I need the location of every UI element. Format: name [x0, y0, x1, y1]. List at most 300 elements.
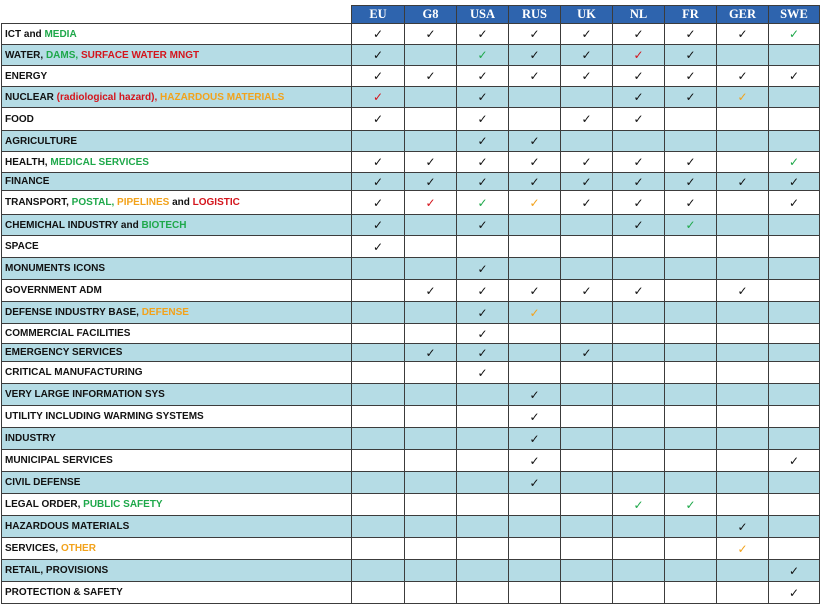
column-header-nl: NL: [613, 6, 665, 24]
check-icon: ✓: [788, 69, 800, 83]
coverage-cell-usa: [457, 428, 509, 450]
sector-label: [2, 258, 352, 280]
coverage-cell-rus: [509, 406, 561, 428]
coverage-cell-g8: [405, 494, 457, 516]
sector-label-segment: SPACE: [5, 241, 39, 252]
table-row: [2, 384, 820, 406]
table-row: [2, 24, 820, 45]
coverage-cell-fr: [665, 516, 717, 538]
check-icon: ✓: [633, 69, 644, 83]
coverage-cell-usa: [457, 324, 509, 344]
table-row: [2, 582, 820, 604]
check-icon: ✓: [372, 90, 384, 104]
sector-label-segment: OTHER: [60, 543, 96, 554]
coverage-cell-usa: [457, 538, 509, 560]
coverage-cell-eu: [352, 66, 405, 87]
sector-label-segment: ENERGY: [5, 70, 48, 82]
coverage-cell-usa: [457, 45, 509, 66]
coverage-cell-swe: [769, 173, 820, 191]
sector-rows: [2, 24, 820, 604]
coverage-cell-nl: [613, 258, 665, 280]
check-icon: ✓: [477, 326, 488, 341]
coverage-cell-rus: [509, 302, 561, 324]
check-icon: ✓: [788, 453, 800, 468]
coverage-cell-swe: [769, 258, 820, 280]
check-icon: ✓: [685, 174, 696, 189]
coverage-cell-usa: [457, 87, 509, 108]
check-icon: ✓: [529, 305, 540, 320]
coverage-cell-nl: [613, 66, 665, 87]
sector-label-segment: DEFENSE: [141, 307, 189, 318]
coverage-cell-ger: [717, 406, 769, 428]
column-header-eu: EU: [352, 6, 405, 24]
table-row: [2, 406, 820, 428]
check-icon: ✓: [477, 365, 488, 380]
coverage-cell-ger: [717, 191, 769, 215]
coverage-cell-swe: [769, 66, 820, 87]
table-row: [2, 450, 820, 472]
sector-label: [2, 236, 352, 258]
coverage-cell-ger: [717, 560, 769, 582]
sector-label-segment: PUBLIC SAFETY: [83, 499, 163, 510]
sector-label: [2, 384, 352, 406]
coverage-cell-eu: [352, 324, 405, 344]
coverage-cell-uk: [561, 384, 613, 406]
table-row: [2, 173, 820, 191]
coverage-cell-swe: [769, 191, 820, 215]
check-icon: ✓: [633, 155, 644, 169]
coverage-cell-nl: [613, 384, 665, 406]
sector-label-segment: HAZARDOUS MATERIALS: [160, 91, 285, 103]
coverage-cell-usa: [457, 406, 509, 428]
coverage-cell-g8: [405, 560, 457, 582]
sector-label-segment: MEDIA: [44, 28, 77, 40]
coverage-cell-g8: [405, 472, 457, 494]
coverage-cell-ger: [717, 384, 769, 406]
coverage-cell-g8: [405, 152, 457, 173]
check-icon: ✓: [477, 305, 488, 320]
coverage-cell-fr: [665, 324, 717, 344]
column-header-uk: UK: [561, 6, 613, 24]
coverage-cell-uk: [561, 87, 613, 108]
check-icon: ✓: [477, 90, 488, 104]
sector-label: [2, 362, 352, 384]
coverage-cell-nl: [613, 108, 665, 131]
table-row: [2, 66, 820, 87]
coverage-cell-rus: [509, 173, 561, 191]
check-icon: ✓: [788, 27, 800, 41]
coverage-cell-uk: [561, 45, 613, 66]
sector-label-segment: PROTECTION & SAFETY: [5, 587, 123, 598]
coverage-cell-ger: [717, 24, 769, 45]
coverage-cell-g8: [405, 24, 457, 45]
coverage-cell-g8: [405, 173, 457, 191]
coverage-cell-usa: [457, 344, 509, 362]
coverage-cell-nl: [613, 428, 665, 450]
coverage-cell-fr: [665, 362, 717, 384]
coverage-cell-nl: [613, 173, 665, 191]
coverage-cell-eu: [352, 131, 405, 152]
coverage-cell-eu: [352, 494, 405, 516]
sector-label-segment: LEGAL ORDER,: [5, 499, 84, 510]
coverage-cell-fr: [665, 494, 717, 516]
coverage-cell-usa: [457, 582, 509, 604]
check-icon: ✓: [685, 195, 696, 210]
check-icon: ✓: [737, 27, 748, 41]
coverage-cell-fr: [665, 472, 717, 494]
coverage-cell-swe: [769, 280, 820, 302]
sector-label: [2, 87, 352, 108]
column-header-ger: GER: [717, 6, 769, 24]
coverage-cell-ger: [717, 472, 769, 494]
coverage-cell-eu: [352, 472, 405, 494]
coverage-cell-usa: [457, 131, 509, 152]
sector-label-segment: GOVERNMENT ADM: [5, 285, 102, 296]
header-corner: [2, 6, 352, 24]
sector-label-segment: LOGISTIC: [192, 197, 240, 208]
coverage-cell-eu: [352, 173, 405, 191]
coverage-cell-uk: [561, 152, 613, 173]
coverage-cell-uk: [561, 406, 613, 428]
coverage-cell-ger: [717, 215, 769, 236]
coverage-cell-eu: [352, 428, 405, 450]
check-icon: ✓: [788, 585, 800, 600]
check-icon: ✓: [372, 112, 384, 126]
column-header-fr: FR: [665, 6, 717, 24]
sector-label-segment: CRITICAL MANUFACTURING: [5, 367, 143, 378]
sector-label-segment: COMMERCIAL FACILITIES: [5, 328, 131, 339]
coverage-cell-g8: [405, 108, 457, 131]
sector-label-segment: UTILITY INCLUDING WARMING SYSTEMS: [5, 411, 204, 422]
coverage-cell-rus: [509, 494, 561, 516]
coverage-cell-fr: [665, 108, 717, 131]
coverage-cell-fr: [665, 384, 717, 406]
coverage-cell-rus: [509, 45, 561, 66]
check-icon: ✓: [477, 261, 488, 276]
sector-label-segment: PIPELINES: [117, 197, 173, 208]
coverage-cell-uk: [561, 582, 613, 604]
coverage-cell-g8: [405, 384, 457, 406]
coverage-cell-rus: [509, 131, 561, 152]
coverage-cell-nl: [613, 236, 665, 258]
header-row: [2, 6, 820, 24]
check-icon: ✓: [529, 155, 540, 169]
coverage-cell-swe: [769, 538, 820, 560]
coverage-cell-swe: [769, 406, 820, 428]
coverage-cell-swe: [769, 582, 820, 604]
coverage-cell-ger: [717, 66, 769, 87]
coverage-cell-nl: [613, 45, 665, 66]
sector-label: [2, 450, 352, 472]
check-icon: ✓: [529, 27, 540, 41]
coverage-cell-swe: [769, 560, 820, 582]
check-icon: ✓: [633, 48, 644, 62]
check-icon: ✓: [581, 174, 592, 189]
coverage-cell-eu: [352, 362, 405, 384]
coverage-cell-swe: [769, 87, 820, 108]
coverage-cell-fr: [665, 344, 717, 362]
sector-label-segment: and: [172, 197, 193, 208]
coverage-cell-eu: [352, 258, 405, 280]
coverage-cell-usa: [457, 516, 509, 538]
table-row: [2, 428, 820, 450]
table-row: [2, 280, 820, 302]
coverage-cell-uk: [561, 236, 613, 258]
coverage-cell-usa: [457, 384, 509, 406]
coverage-cell-eu: [352, 280, 405, 302]
coverage-cell-rus: [509, 472, 561, 494]
coverage-cell-rus: [509, 66, 561, 87]
coverage-cell-g8: [405, 450, 457, 472]
check-icon: ✓: [477, 134, 488, 148]
coverage-cell-ger: [717, 344, 769, 362]
check-icon: ✓: [685, 90, 696, 104]
check-icon: ✓: [685, 27, 696, 41]
sector-label-segment: FINANCE: [5, 176, 50, 187]
coverage-cell-swe: [769, 516, 820, 538]
coverage-cell-eu: [352, 538, 405, 560]
coverage-cell-eu: [352, 236, 405, 258]
table-row: [2, 362, 820, 384]
check-icon: ✓: [788, 195, 800, 210]
check-icon: ✓: [633, 283, 644, 298]
coverage-cell-ger: [717, 302, 769, 324]
check-icon: ✓: [529, 387, 540, 402]
coverage-cell-nl: [613, 582, 665, 604]
check-icon: ✓: [477, 69, 488, 83]
coverage-cell-eu: [352, 108, 405, 131]
coverage-cell-fr: [665, 152, 717, 173]
coverage-cell-ger: [717, 152, 769, 173]
sector-label-segment: INDUSTRY: [5, 433, 56, 444]
sector-label: [2, 152, 352, 173]
coverage-cell-g8: [405, 302, 457, 324]
coverage-cell-rus: [509, 152, 561, 173]
table-row: [2, 324, 820, 344]
coverage-cell-usa: [457, 24, 509, 45]
sector-label-segment: MONUMENTS ICONS: [5, 263, 105, 274]
sector-label-segment: EMERGENCY SERVICES: [5, 347, 123, 358]
coverage-cell-g8: [405, 280, 457, 302]
coverage-cell-g8: [405, 324, 457, 344]
coverage-cell-eu: [352, 45, 405, 66]
coverage-cell-ger: [717, 258, 769, 280]
coverage-cell-g8: [405, 406, 457, 428]
coverage-cell-nl: [613, 152, 665, 173]
check-icon: ✓: [425, 345, 436, 360]
coverage-cell-ger: [717, 428, 769, 450]
coverage-cell-nl: [613, 215, 665, 236]
coverage-cell-ger: [717, 494, 769, 516]
coverage-cell-swe: [769, 384, 820, 406]
coverage-cell-uk: [561, 428, 613, 450]
table-row: [2, 258, 820, 280]
coverage-cell-eu: [352, 87, 405, 108]
coverage-cell-usa: [457, 215, 509, 236]
check-icon: ✓: [529, 195, 540, 210]
coverage-cell-rus: [509, 344, 561, 362]
check-icon: ✓: [372, 195, 384, 210]
coverage-cell-nl: [613, 560, 665, 582]
coverage-cell-usa: [457, 236, 509, 258]
sector-label: [2, 560, 352, 582]
check-icon: ✓: [477, 283, 488, 298]
coverage-cell-swe: [769, 45, 820, 66]
coverage-cell-g8: [405, 258, 457, 280]
table-row: [2, 302, 820, 324]
coverage-cell-rus: [509, 560, 561, 582]
check-icon: ✓: [425, 69, 436, 83]
check-icon: ✓: [737, 519, 748, 534]
sector-label: [2, 344, 352, 362]
sector-label: [2, 516, 352, 538]
sector-coverage-table: [1, 5, 820, 604]
check-icon: ✓: [529, 174, 540, 189]
coverage-cell-rus: [509, 428, 561, 450]
coverage-cell-g8: [405, 215, 457, 236]
coverage-cell-fr: [665, 406, 717, 428]
coverage-cell-fr: [665, 215, 717, 236]
coverage-cell-eu: [352, 24, 405, 45]
coverage-cell-g8: [405, 191, 457, 215]
coverage-cell-uk: [561, 472, 613, 494]
coverage-cell-g8: [405, 45, 457, 66]
coverage-cell-eu: [352, 450, 405, 472]
coverage-cell-usa: [457, 191, 509, 215]
check-icon: ✓: [529, 283, 540, 298]
coverage-cell-nl: [613, 87, 665, 108]
coverage-cell-fr: [665, 258, 717, 280]
coverage-cell-swe: [769, 302, 820, 324]
sector-label: [2, 324, 352, 344]
check-icon: ✓: [685, 48, 696, 62]
sector-label-segment: RETAIL, PROVISIONS: [5, 565, 109, 576]
coverage-cell-nl: [613, 131, 665, 152]
check-icon: ✓: [529, 453, 540, 468]
coverage-cell-rus: [509, 324, 561, 344]
coverage-cell-rus: [509, 24, 561, 45]
check-icon: ✓: [581, 345, 592, 360]
column-header-g8: G8: [405, 6, 457, 24]
coverage-cell-rus: [509, 108, 561, 131]
coverage-cell-uk: [561, 173, 613, 191]
coverage-cell-ger: [717, 131, 769, 152]
check-icon: ✓: [529, 69, 540, 83]
check-icon: ✓: [685, 218, 696, 232]
coverage-cell-g8: [405, 87, 457, 108]
coverage-cell-rus: [509, 538, 561, 560]
sector-label-segment: SERVICES,: [5, 543, 61, 554]
coverage-cell-fr: [665, 428, 717, 450]
coverage-cell-fr: [665, 131, 717, 152]
coverage-cell-usa: [457, 494, 509, 516]
coverage-cell-nl: [613, 24, 665, 45]
check-icon: ✓: [685, 155, 696, 169]
sector-label: [2, 280, 352, 302]
sector-label: [2, 191, 352, 215]
sector-label-segment: FOOD: [5, 113, 34, 125]
coverage-cell-fr: [665, 45, 717, 66]
sector-label: [2, 131, 352, 152]
coverage-cell-usa: [457, 258, 509, 280]
check-icon: ✓: [425, 174, 436, 189]
coverage-cell-g8: [405, 344, 457, 362]
coverage-cell-ger: [717, 516, 769, 538]
check-icon: ✓: [372, 48, 384, 62]
check-icon: ✓: [477, 345, 488, 360]
coverage-cell-uk: [561, 215, 613, 236]
coverage-cell-uk: [561, 108, 613, 131]
check-icon: ✓: [633, 218, 644, 232]
sector-label-segment: ICT and: [5, 28, 45, 40]
check-icon: ✓: [737, 541, 748, 556]
coverage-cell-swe: [769, 131, 820, 152]
coverage-cell-fr: [665, 173, 717, 191]
coverage-cell-usa: [457, 152, 509, 173]
check-icon: ✓: [788, 174, 800, 189]
table-row: [2, 152, 820, 173]
coverage-cell-rus: [509, 582, 561, 604]
coverage-cell-uk: [561, 191, 613, 215]
check-icon: ✓: [477, 27, 488, 41]
coverage-cell-rus: [509, 236, 561, 258]
coverage-cell-rus: [509, 362, 561, 384]
coverage-cell-uk: [561, 344, 613, 362]
coverage-cell-ger: [717, 582, 769, 604]
coverage-cell-uk: [561, 538, 613, 560]
coverage-cell-fr: [665, 24, 717, 45]
coverage-cell-nl: [613, 494, 665, 516]
sector-label: [2, 302, 352, 324]
coverage-cell-eu: [352, 344, 405, 362]
table-row: [2, 560, 820, 582]
coverage-cell-rus: [509, 450, 561, 472]
coverage-cell-swe: [769, 324, 820, 344]
sector-label-segment: NUCLEAR: [5, 91, 57, 103]
check-icon: ✓: [737, 174, 748, 189]
sector-label-segment: TRANSPORT,: [5, 197, 72, 208]
table-row: [2, 472, 820, 494]
sector-label-segment: MEDICAL SERVICES: [50, 156, 149, 168]
coverage-cell-eu: [352, 215, 405, 236]
check-icon: ✓: [529, 134, 540, 148]
coverage-cell-usa: [457, 280, 509, 302]
coverage-cell-ger: [717, 324, 769, 344]
sector-label-segment: CIVIL DEFENSE: [5, 477, 81, 488]
sector-label-segment: BIOTECH: [141, 219, 187, 231]
sector-label: [2, 215, 352, 236]
check-icon: ✓: [581, 112, 592, 126]
coverage-cell-g8: [405, 66, 457, 87]
coverage-cell-nl: [613, 344, 665, 362]
sector-label-segment: HEALTH,: [5, 156, 51, 168]
coverage-cell-g8: [405, 428, 457, 450]
coverage-cell-nl: [613, 280, 665, 302]
check-icon: ✓: [581, 195, 592, 210]
coverage-cell-fr: [665, 582, 717, 604]
coverage-cell-uk: [561, 516, 613, 538]
check-icon: ✓: [477, 195, 488, 210]
coverage-cell-fr: [665, 191, 717, 215]
check-icon: ✓: [529, 475, 540, 490]
table-row: [2, 108, 820, 131]
sector-label: [2, 66, 352, 87]
sector-label-segment: MUNICIPAL SERVICES: [5, 455, 113, 466]
coverage-cell-rus: [509, 87, 561, 108]
sector-label: [2, 24, 352, 45]
table-row: [2, 494, 820, 516]
coverage-cell-ger: [717, 362, 769, 384]
